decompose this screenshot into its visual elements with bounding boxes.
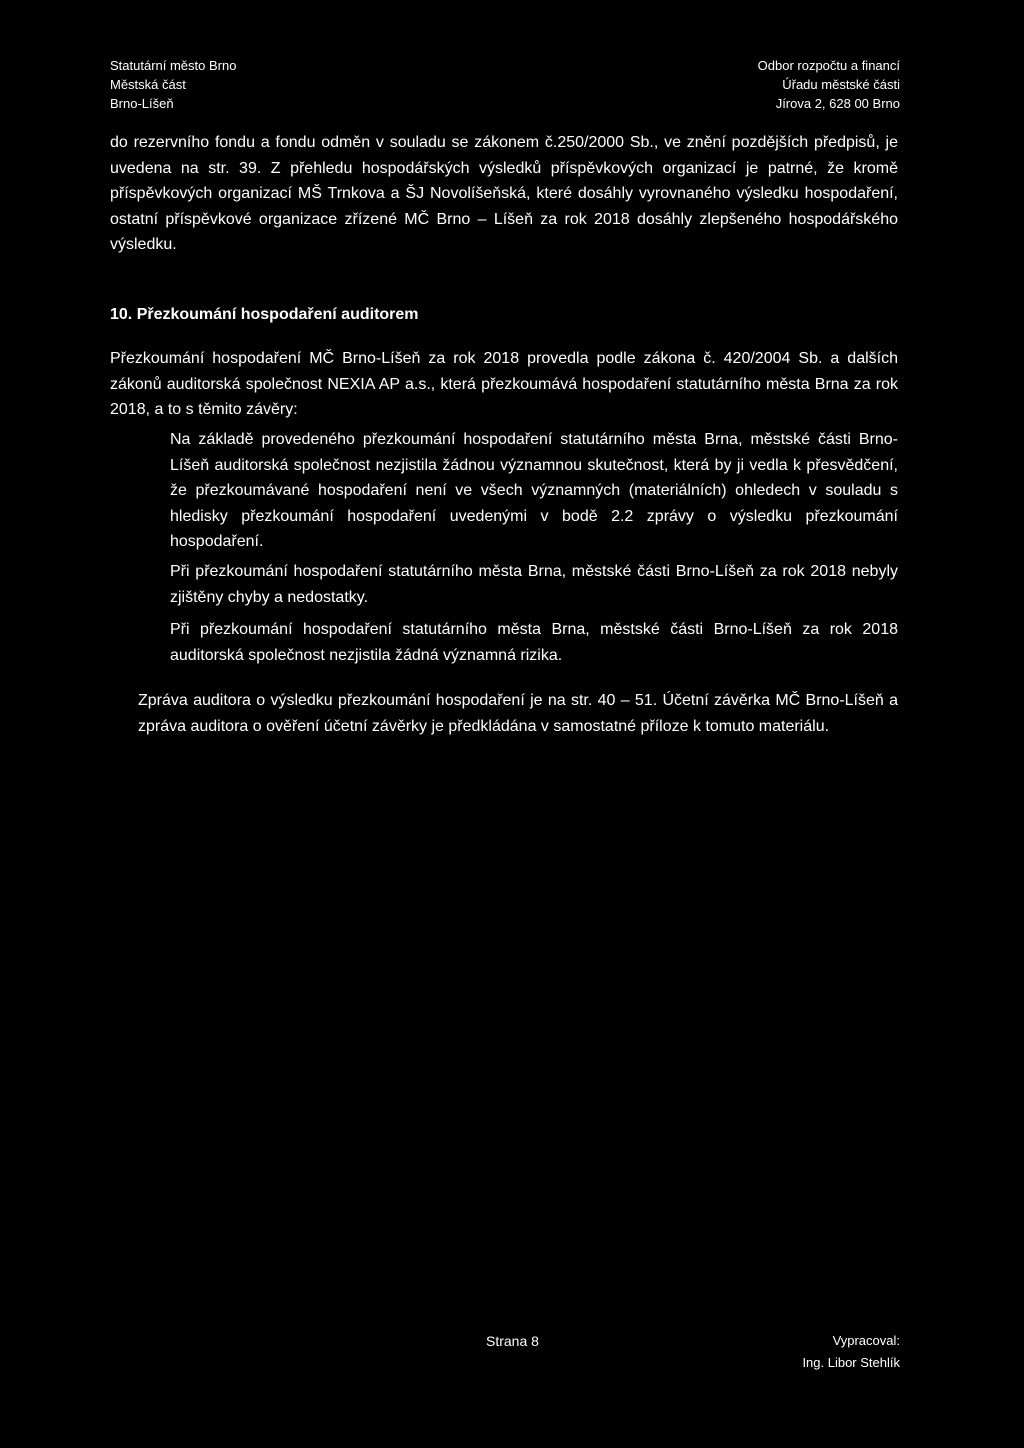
section-heading: 10. Přezkoumání hospodaření auditorem bbox=[110, 306, 419, 323]
header-department: Odbor rozpočtu a financí bbox=[757, 58, 900, 73]
header-city: Statutární město Brno bbox=[110, 58, 237, 73]
header-right bbox=[758, 56, 900, 113]
header-left bbox=[110, 56, 236, 113]
paragraph-audit-report: Zpráva auditora o výsledku přezkoumání hospodaření je na str. 40 – 51. Účetní závěrka MČ Brno-Líšeň a zpráva auditora o ověření účetní závěrky je předkládána v samostatné příloze k tomuto materiálu. bbox=[138, 692, 898, 735]
paragraph-audit-intro: Přezkoumání hospodaření MČ Brno-Líšeň za rok 2018 provedla podle zákona č. 420/2004 Sb. a dalších zákonů auditorská společnost NEXIA AP a.s., která přezkoumává hospodaření statutárního města Brna za rok 2018, a to s těmito závěry: bbox=[110, 350, 898, 418]
prepared-by-name: Ing. Libor Stehlík bbox=[802, 1355, 900, 1370]
header-district-label: Městská část bbox=[110, 77, 186, 92]
quote-conclusion-1: Na základě provedeného přezkoumání hospodaření statutárního města Brna, městské části Brno-Líšeň auditorská společnost nezjistila žádnou významnou skutečnost, která by ji vedla k přesvědčení, že přezkoumávané hospodaření není ve všech významných (materiálních) ohledech v souladu s hledisky přezkoumání hospodaření uvedenými v bodě 2.2 zprávy o výsledku přezkoumání hospodaření. bbox=[170, 431, 898, 550]
page-number: Strana 8 bbox=[486, 1333, 539, 1349]
paragraph-results: do rezervního fondu a fondu odměn v souladu se zákonem č.250/2000 Sb., ve znění pozdějších předpisů, je uvedena na str. 39. Z přehledu hospodářských výsledků příspěvkových organizací je patrné, že kromě příspěvkových organizací MŠ Trnkova a ŠJ Novolíšeňská, které dosáhly vyrovnaného výsledku hospodaření, ostatní příspěvkové organizace zřízené MČ Brno – Líšeň za rok 2018 dosáhly zlepšeného hospodářského výsledku. bbox=[110, 134, 898, 253]
quote-conclusion-2: Při přezkoumání hospodaření statutárního města Brna, městské části Brno-Líšeň za rok 2018 nebyly zjištěny chyby a nedostatky. bbox=[170, 563, 898, 606]
header-address: Jírova 2, 628 00 Brno bbox=[775, 96, 900, 111]
header-district-name: Brno-Líšeň bbox=[110, 96, 174, 111]
quote-conclusion-3: Při přezkoumání hospodaření statutárního města Brna, městské části Brno-Líšeň za rok 2018 auditorská společnost nezjistila žádná významná rizika. bbox=[170, 621, 898, 664]
footer-author bbox=[802, 1330, 900, 1374]
header-office: Úřadu městské části bbox=[782, 77, 900, 92]
prepared-by-label: Vypracoval: bbox=[832, 1333, 900, 1348]
